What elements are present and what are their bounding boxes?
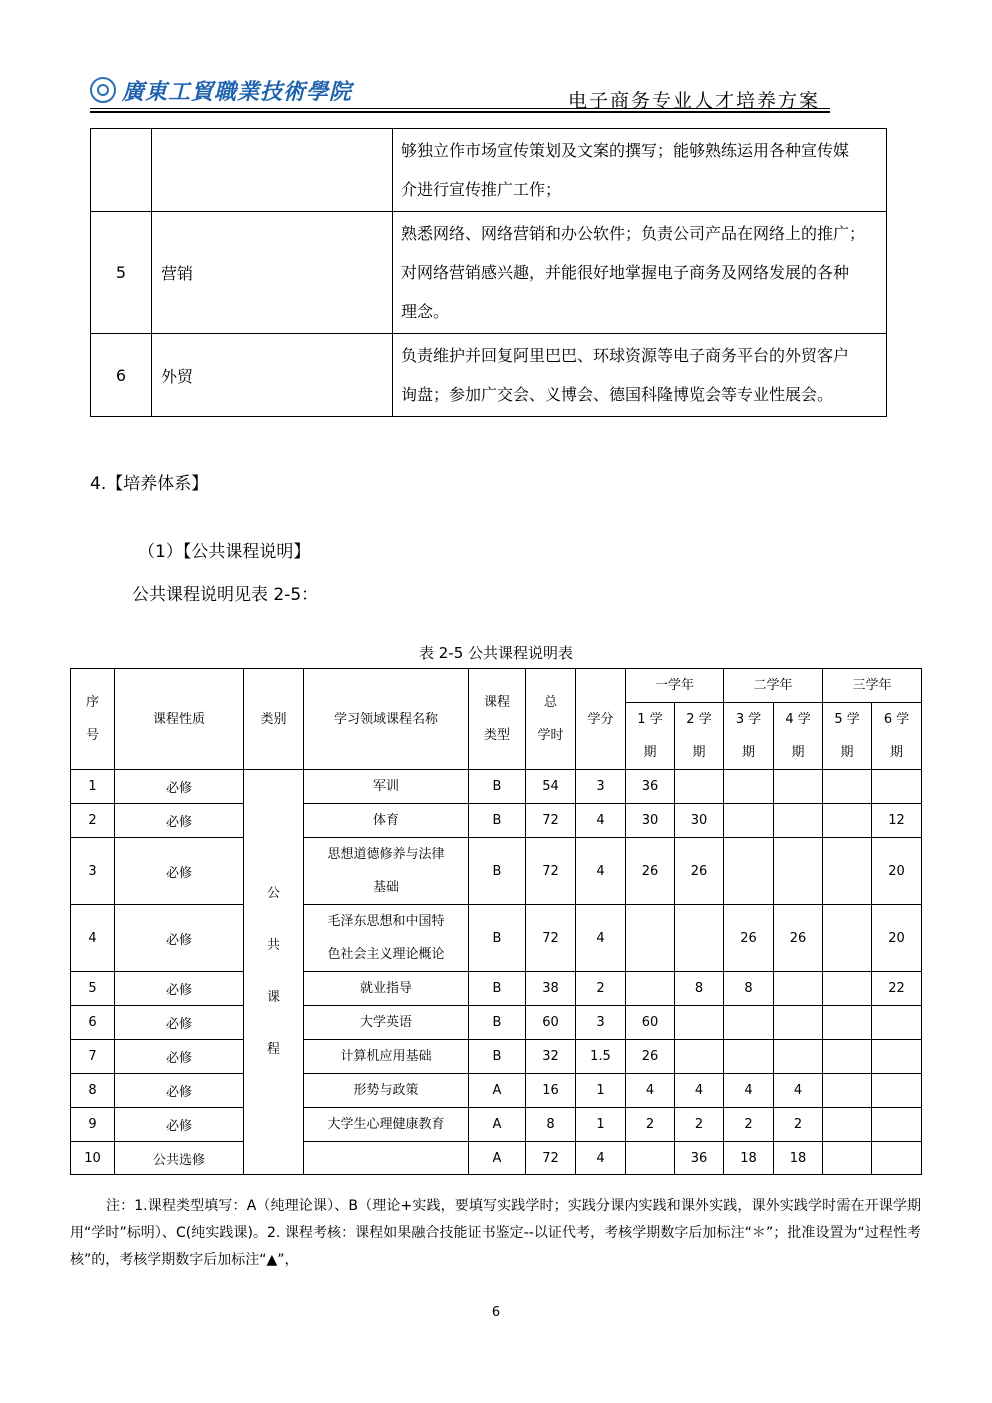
cell-course-name: 思想道德修养与法律 基础 [304, 838, 469, 905]
cell-term-6: 22 [872, 972, 922, 1006]
cell-term-2 [675, 1040, 724, 1074]
cell-term-5 [823, 770, 872, 804]
cell-term-4 [774, 770, 823, 804]
cell-credits: 1.5 [576, 1040, 626, 1074]
cell-term-4: 18 [774, 1142, 823, 1175]
cell-type: B [469, 972, 526, 1006]
cell-term-5 [823, 1006, 872, 1040]
cell-type: A [469, 1074, 526, 1108]
table-row [71, 1074, 922, 1108]
cell-no: 8 [71, 1074, 115, 1108]
cell-nature: 必修 [115, 838, 244, 905]
header-term-5: 5 学 期 [823, 703, 872, 770]
cell-no: 1 [71, 770, 115, 804]
header-term-1: 1 学 期 [626, 703, 675, 770]
cell-term-3 [724, 1040, 774, 1074]
cell-term-4 [774, 838, 823, 905]
cell-nature: 必修 [115, 1040, 244, 1074]
cell-term-1 [626, 972, 675, 1006]
header-divider-thick [90, 111, 830, 113]
header-divider [90, 108, 830, 109]
cell-nature: 必修 [115, 1006, 244, 1040]
cell-nature: 必修 [115, 770, 244, 804]
cell-term-1: 60 [626, 1006, 675, 1040]
cell-no: 7 [71, 1040, 115, 1074]
cell-term-5 [823, 1074, 872, 1108]
cell-term-4 [774, 1040, 823, 1074]
cell-term-3: 26 [724, 905, 774, 972]
school-logo [90, 74, 352, 106]
section-heading: 4.【培养体系】 [90, 474, 209, 494]
cell-term-3: 4 [724, 1074, 774, 1108]
cell-term-4: 4 [774, 1074, 823, 1108]
cell-type: A [469, 1142, 526, 1175]
header-year-1: 一学年 [626, 669, 724, 703]
cell-type: B [469, 905, 526, 972]
cell-no: 5 [71, 972, 115, 1006]
cell-term-6 [872, 1074, 922, 1108]
job-position-table [90, 128, 887, 417]
cell-hours: 72 [526, 1142, 576, 1175]
cell-no: 3 [71, 838, 115, 905]
cell-term-1 [626, 905, 675, 972]
cell-term-1: 26 [626, 838, 675, 905]
header-term-3: 3 学 期 [724, 703, 774, 770]
cell-course-name: 大学英语 [304, 1006, 469, 1040]
cell-term-4: 26 [774, 905, 823, 972]
table-row [71, 972, 922, 1006]
job-number: 6 [91, 334, 152, 417]
header-term-4: 4 学 期 [774, 703, 823, 770]
table-row [71, 1040, 922, 1074]
cell-hours: 38 [526, 972, 576, 1006]
cell-hours: 32 [526, 1040, 576, 1074]
page-header [90, 70, 830, 110]
cell-hours: 72 [526, 838, 576, 905]
header-term-2: 2 学 期 [675, 703, 724, 770]
document-title: 电子商务专业人才培养方案 [567, 90, 820, 112]
cell-term-1 [626, 1142, 675, 1175]
cell-term-2: 26 [675, 838, 724, 905]
cell-term-4 [774, 804, 823, 838]
cell-term-3: 2 [724, 1108, 774, 1142]
cell-type: B [469, 804, 526, 838]
cell-term-1: 26 [626, 1040, 675, 1074]
cell-nature: 必修 [115, 804, 244, 838]
job-table-row [91, 212, 887, 334]
cell-no: 6 [71, 1006, 115, 1040]
cell-type: B [469, 1040, 526, 1074]
cell-term-6: 12 [872, 804, 922, 838]
cell-term-4: 2 [774, 1108, 823, 1142]
cell-credits: 4 [576, 905, 626, 972]
header-category: 类别 [244, 669, 304, 770]
cell-term-5 [823, 1108, 872, 1142]
job-description: 熟悉网络、网络营销和办公软件；负责公司产品在网络上的推广； 对网络营销感兴趣，并能很好地掌握电子商务及网络发展的各种 理念。 [393, 212, 887, 334]
cell-term-5 [823, 1040, 872, 1074]
cell-course-name: 毛泽东思想和中国特 色社会主义理论概论 [304, 905, 469, 972]
job-description: 够独立作市场宣传策划及文案的撰写；能够熟练运用各种宣传媒 介进行宣传推广工作； [393, 129, 887, 212]
cell-no: 10 [71, 1142, 115, 1175]
job-table-row [91, 334, 887, 417]
cell-no: 9 [71, 1108, 115, 1142]
table-row [71, 1006, 922, 1040]
cell-hours: 16 [526, 1074, 576, 1108]
cell-type: A [469, 1108, 526, 1142]
job-description: 负责维护并回复阿里巴巴、环球资源等电子商务平台的外贸客户 询盘；参加广交会、义博会、德国科隆博览会等专业性展会。 [393, 334, 887, 417]
cell-term-6: 20 [872, 905, 922, 972]
cell-credits: 4 [576, 804, 626, 838]
cell-course-name: 计算机应用基础 [304, 1040, 469, 1074]
table-note: 注：1.课程类型填写：A（纯理论课）、B（理论+实践，要填写实践学时；实践分课内实践和课外实践，课外实践学时需在开课学期用“学时”标明）、C(纯实践课)。2. 课程考核：课程如果融合技能证书鉴定--以证代考，考核学期数字后加标注“＊”；批准设置为“过程性考核”的，考核学期数字后加标注“▲”， [70, 1198, 921, 1268]
subsection-description: 公共课程说明见表 2-5： [132, 585, 319, 605]
job-post: 外贸 [152, 334, 393, 417]
cell-term-1: 36 [626, 770, 675, 804]
cell-type: B [469, 770, 526, 804]
cell-term-3: 8 [724, 972, 774, 1006]
job-number [91, 129, 152, 212]
cell-course-name: 体育 [304, 804, 469, 838]
job-number: 5 [91, 212, 152, 334]
cell-nature: 必修 [115, 905, 244, 972]
job-post: 营销 [152, 212, 393, 334]
school-name: 廣東工貿職業技術學院 [122, 78, 353, 105]
table-row [71, 804, 922, 838]
cell-no: 2 [71, 804, 115, 838]
cell-term-2 [675, 770, 724, 804]
cell-term-6 [872, 1040, 922, 1074]
table-row [71, 1108, 922, 1142]
cell-credits: 4 [576, 838, 626, 905]
table-header-row [71, 669, 922, 703]
job-table-row [91, 129, 887, 212]
cell-term-5 [823, 804, 872, 838]
cell-credits: 1 [576, 1074, 626, 1108]
cell-nature: 公共选修 [115, 1142, 244, 1175]
cell-course-name: 大学生心理健康教育 [304, 1108, 469, 1142]
header-no: 序 号 [71, 669, 115, 770]
cell-term-2: 4 [675, 1074, 724, 1108]
page-number: 6 [491, 1305, 501, 1320]
cell-term-5 [823, 972, 872, 1006]
cell-term-2: 30 [675, 804, 724, 838]
cell-credits: 1 [576, 1108, 626, 1142]
header-year-3: 三学年 [823, 669, 922, 703]
cell-term-6 [872, 1142, 922, 1175]
header-nature: 课程性质 [115, 669, 244, 770]
cell-category: 公 共 课 程 [244, 770, 304, 1175]
cell-credits: 2 [576, 972, 626, 1006]
cell-type: B [469, 838, 526, 905]
cell-term-3 [724, 770, 774, 804]
cell-term-3 [724, 804, 774, 838]
cell-term-2: 8 [675, 972, 724, 1006]
cell-course-name: 形势与政策 [304, 1074, 469, 1108]
cell-term-3: 18 [724, 1142, 774, 1175]
cell-term-2 [675, 905, 724, 972]
table-row [71, 905, 922, 972]
cell-term-6 [872, 1006, 922, 1040]
cell-course-name: 军训 [304, 770, 469, 804]
table-row [71, 838, 922, 905]
header-term-6: 6 学 期 [872, 703, 922, 770]
cell-type: B [469, 1006, 526, 1040]
header-hours: 总 学时 [526, 669, 576, 770]
cell-term-5 [823, 838, 872, 905]
table-row [71, 1142, 922, 1175]
cell-term-6 [872, 770, 922, 804]
cell-nature: 必修 [115, 1074, 244, 1108]
cell-term-2: 2 [675, 1108, 724, 1142]
public-course-table [70, 668, 922, 1175]
school-emblem-icon [90, 77, 116, 103]
cell-term-2 [675, 1006, 724, 1040]
header-year-2: 二学年 [724, 669, 823, 703]
cell-term-4 [774, 972, 823, 1006]
header-type: 课程 类型 [469, 669, 526, 770]
table-row [71, 770, 922, 804]
cell-credits: 3 [576, 770, 626, 804]
header-credits: 学分 [576, 669, 626, 770]
cell-hours: 60 [526, 1006, 576, 1040]
job-post [152, 129, 393, 212]
cell-course-name: 就业指导 [304, 972, 469, 1006]
table-caption: 表 2-5 公共课程说明表 [418, 644, 574, 662]
cell-nature: 必修 [115, 972, 244, 1006]
header-course-name: 学习领域课程名称 [304, 669, 469, 770]
cell-term-5 [823, 905, 872, 972]
cell-hours: 54 [526, 770, 576, 804]
cell-course-name [304, 1142, 469, 1175]
cell-credits: 4 [576, 1142, 626, 1175]
cell-term-3 [724, 838, 774, 905]
cell-term-4 [774, 1006, 823, 1040]
cell-hours: 72 [526, 804, 576, 838]
cell-term-2: 36 [675, 1142, 724, 1175]
cell-term-6: 20 [872, 838, 922, 905]
cell-nature: 必修 [115, 1108, 244, 1142]
cell-term-1: 2 [626, 1108, 675, 1142]
cell-term-1: 30 [626, 804, 675, 838]
cell-term-5 [823, 1142, 872, 1175]
subsection-heading: （1）【公共课程说明】 [138, 542, 311, 562]
cell-term-3 [724, 1006, 774, 1040]
cell-term-1: 4 [626, 1074, 675, 1108]
cell-term-6 [872, 1108, 922, 1142]
cell-hours: 72 [526, 905, 576, 972]
cell-hours: 8 [526, 1108, 576, 1142]
cell-no: 4 [71, 905, 115, 972]
cell-credits: 3 [576, 1006, 626, 1040]
